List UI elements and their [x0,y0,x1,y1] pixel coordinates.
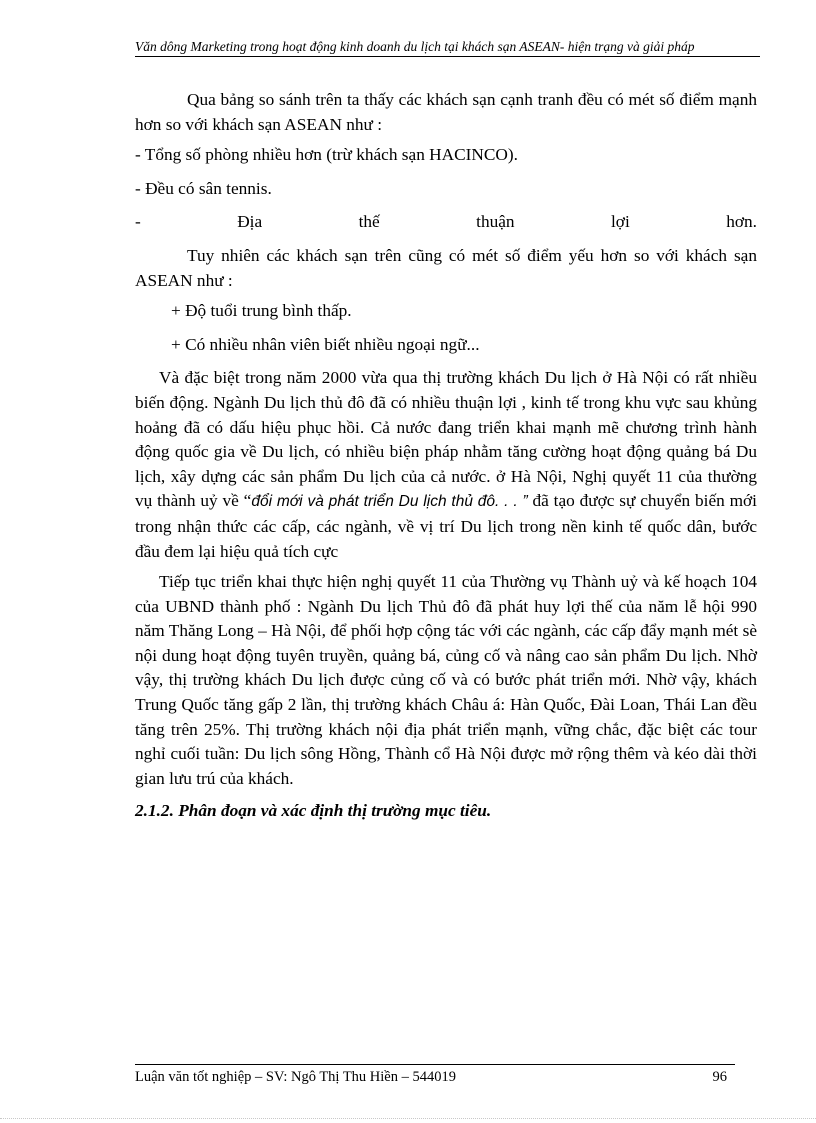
bullet-average-age: + Độ tuổi trung bình thấp. [171,301,352,321]
bullet-location-word: thế [358,212,380,232]
paragraph-comparison-intro: Qua bảng so sánh trên ta thấy các khách sạn cạnh tranh đều có mét số điểm mạnh hơn so với khách sạn ASEAN như : [135,90,757,134]
page-footer [135,1069,735,1086]
footer-divider [135,1064,735,1065]
paragraph-market-2000-text: Và đặc biệt trong năm 2000 vừa qua thị trường khách Du lịch ở Hà Nội có rất nhiều biến động. Ngành Du lịch thủ đô đã có nhiều thuận lợi , kinh tế trong khu vực sau khủng hoảng đã có dấu hiệu phục hồi. Cả nước đang triển khai mạnh mẽ chương trình hành động quốc gia về Du lịch, có nhiều biện pháp nhằm tăng cường hoạt động quảng bá Du lịch, xây dựng các sản phẩm Du lịch của cả nước. ở Hà Nội, Nghị quyết 11 của thường vụ thành uỷ về “ [135,368,757,511]
bullet-location-word: Địa [237,212,263,232]
bullet-location-word: lợi [611,212,630,232]
bullet-more-rooms: - Tổng số phòng nhiều hơn (trừ khách sạn HACINCO). [135,145,518,165]
paragraph-market-2000-text-end: đã tạo được sự chuyển biến mới trong nhận thức các cấp, các ngành, về vị trí Du lịch trong nền kinh tế quốc dân, bước đầu đem lại hiệu quả tích cực [135,491,757,561]
bullet-location [135,210,757,235]
section-heading: 2.1.2. Phân đoạn và xác định thị trường mục tiêu. [135,801,492,821]
page-number: 96 [712,1069,727,1085]
resolution-quote: đổi mới và phát triển Du lịch thủ đô. . . ” [251,493,528,511]
bullet-location-word: - [135,212,141,232]
bullet-location-word: thuận [476,212,515,232]
page-body [135,88,757,830]
footer-author: Luận văn tốt nghiệp – SV: Ngô Thị Thu Hiền – 544019 [135,1069,456,1085]
bullet-tennis: - Đều có sân tennis. [135,178,272,198]
page-edge-divider [0,1118,816,1119]
paragraph-market-2000 [135,366,757,564]
paragraph-resolution-11: Tiếp tục triển khai thực hiện nghị quyết 11 của Thường vụ Thành uỷ và kế hoạch 104 của UBND thành phố : Ngành Du lịch Thủ đô đã phát huy lợi thế của năm lễ hội 990 năm Thăng Long – Hà Nội, để phối hợp cộng tác với các ngành, các cấp đẩy mạnh mét sè nội dung hoạt động tuyên truyền, quảng bá, củng cố và nâng cao sản phẩm Du lịch. Nhờ vậy, thị trường khách Du lịch được củng cố và có bước phát triển mới. Nhờ vậy, khách Trung Quốc tăng gấp 2 lần, thị trường khách Châu á: Hàn Quốc, Đài Loan, Thái Lan đều tăng trên 25%. Thị trường khách nội địa phát triển mạnh, vững chắc, đặc biệt các tour nghỉ cuối tuần: Du lịch sông Hồng, Thành cổ Hà Nội được mở rộng thêm và kéo dài thời gian lưu trú của khách. [135,572,757,788]
paragraph-weaknesses-intro: Tuy nhiên các khách sạn trên cũng có mét số điểm yếu hơn so với khách sạn ASEAN như : [135,245,757,290]
running-header: Văn dông Marketing trong hoạt động kinh doanh du lịch tại khách sạn ASEAN- hiện trạng và giải pháp [135,38,760,57]
bullet-location-word: hơn. [726,212,757,232]
bullet-languages: + Có nhiều nhân viên biết nhiều ngoại ngữ... [171,334,480,354]
